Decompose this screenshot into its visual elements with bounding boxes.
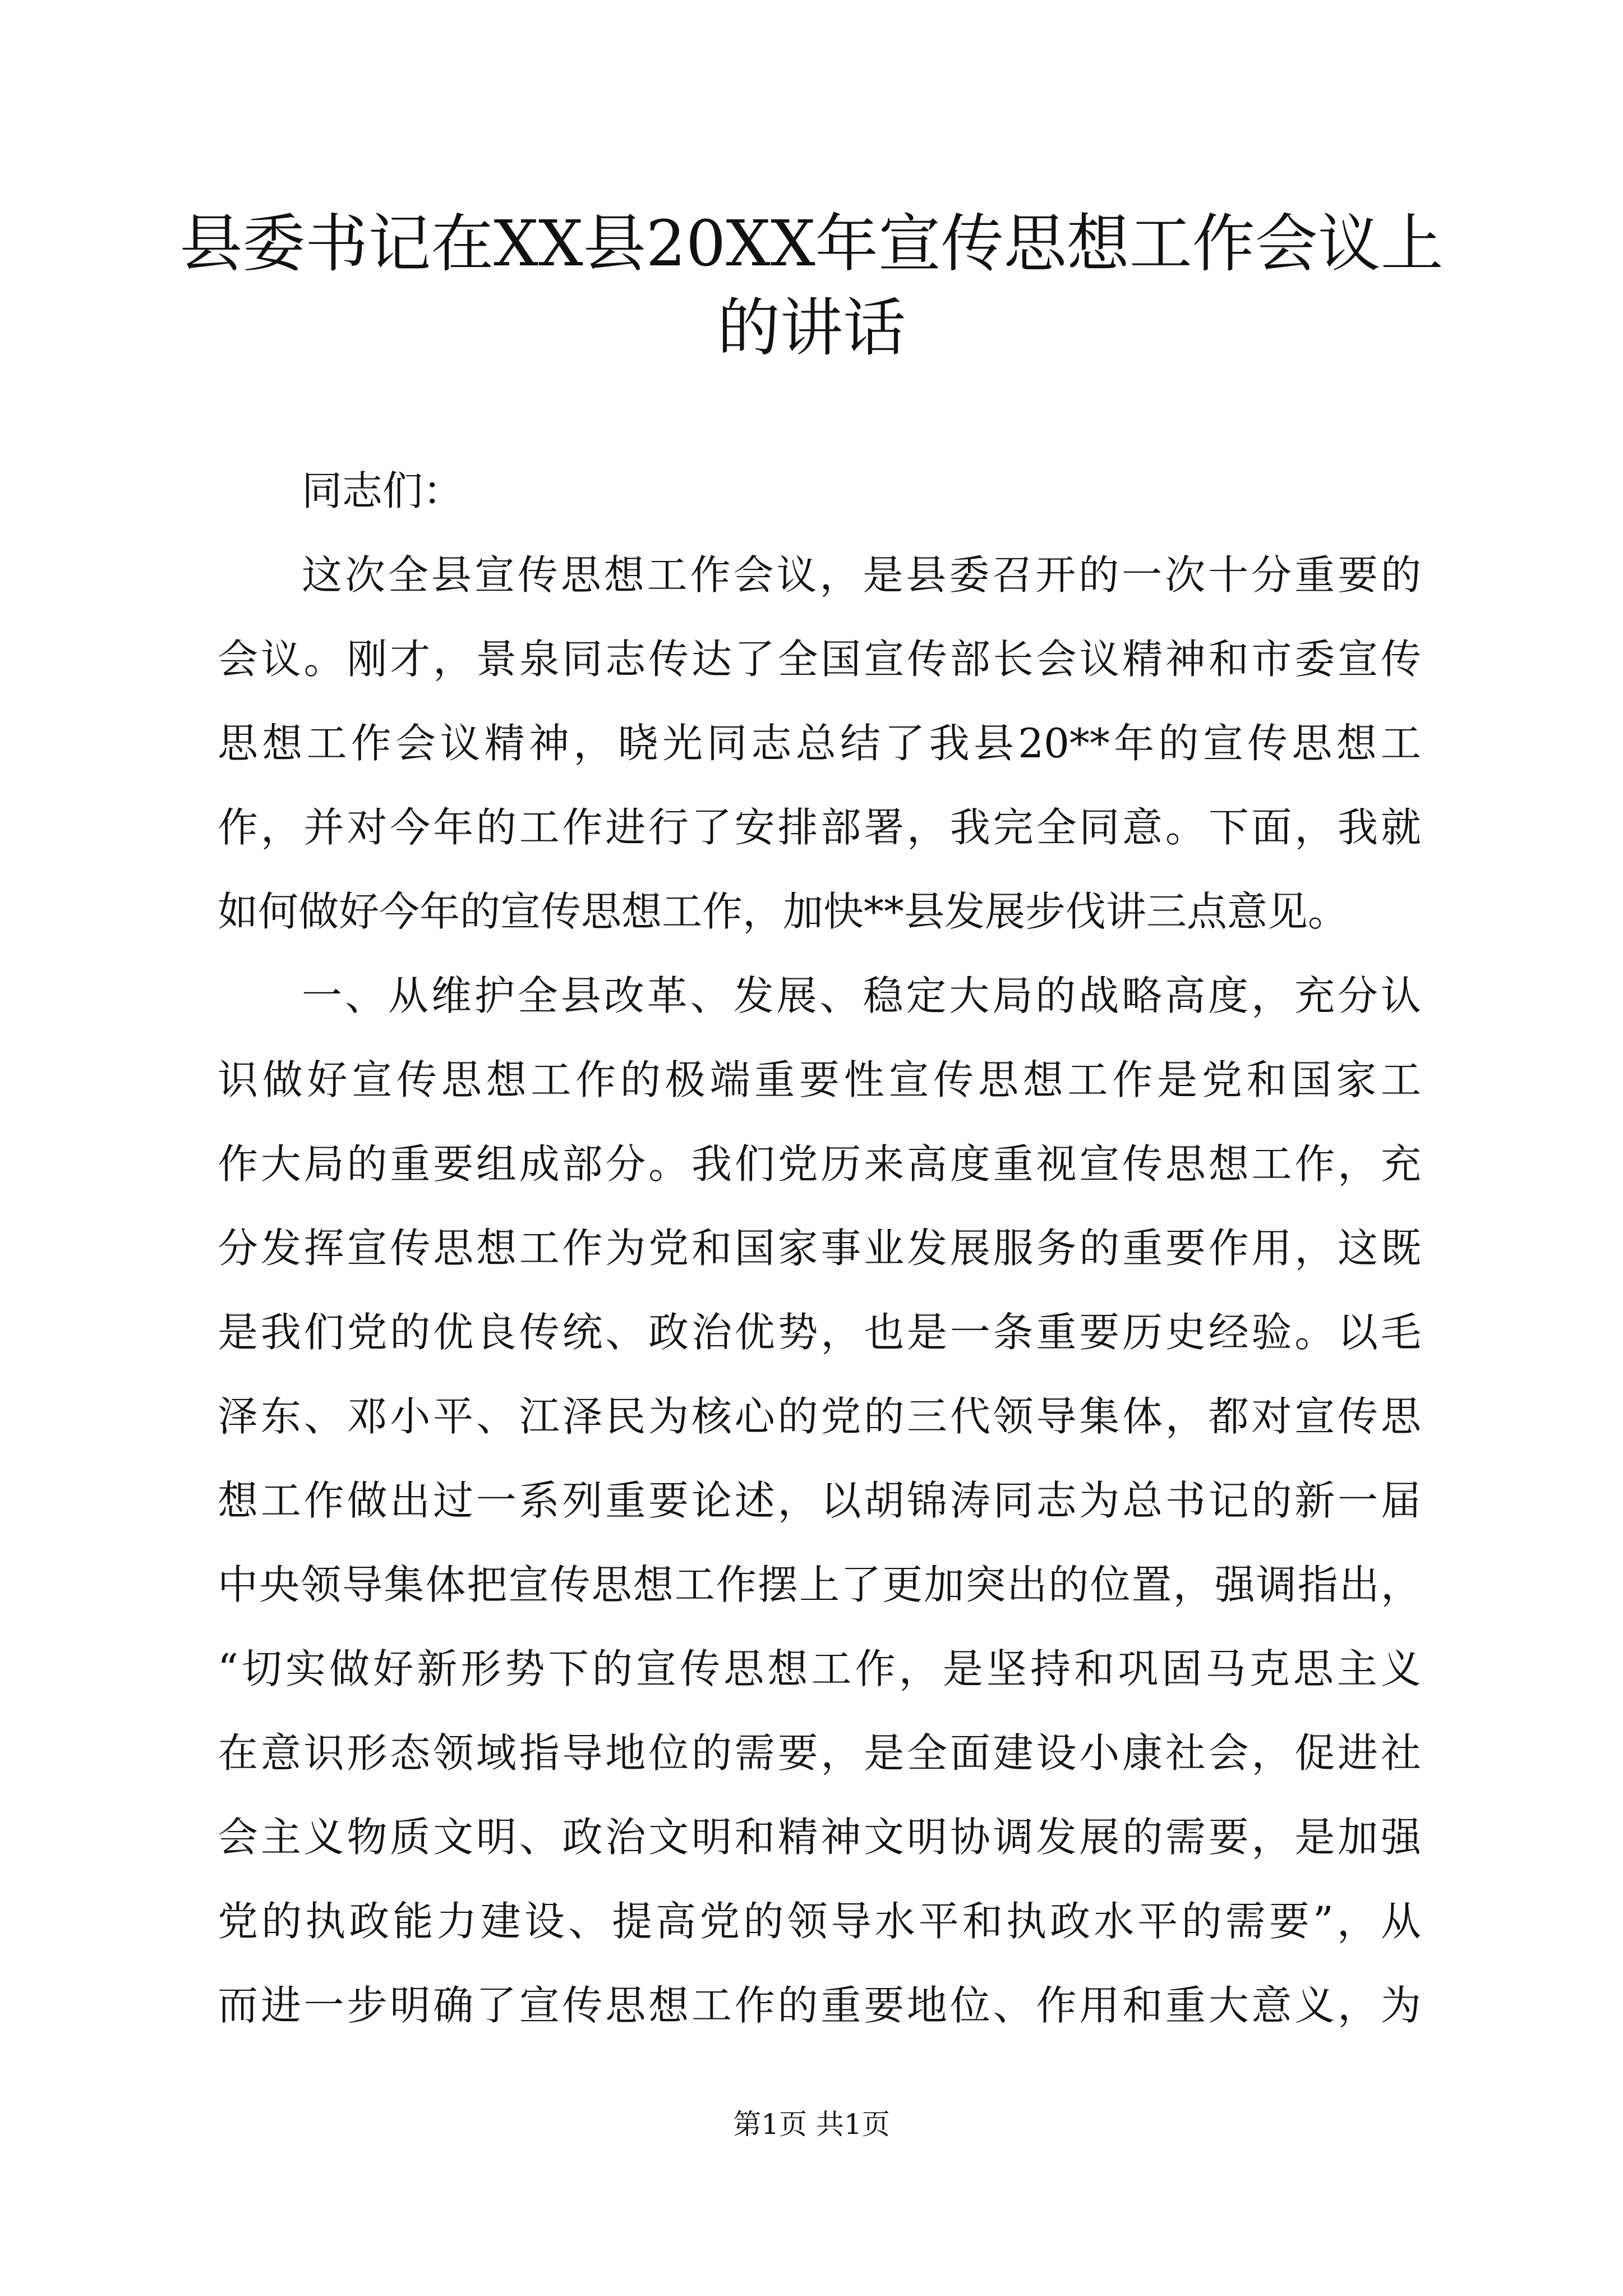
- paragraph-2-line-4: 分发挥宣传思想工作为党和国家事业发展服务的重要作用，这既: [218, 1225, 1421, 1272]
- paragraph-1-line-3: 思想工作会议精神，晓光同志总结了我县20**年的宣传思想工: [218, 720, 1421, 767]
- paragraph-2-line-1: 一、从维护全县改革、发展、稳定大局的战略高度，充分认: [302, 972, 1421, 1019]
- paragraph-2-line-6: 泽东、邓小平、江泽民为核心的党的三代领导集体，都对宣传思: [218, 1393, 1421, 1440]
- title-line-1: 县委书记在XX县20XX年宣传思想工作会议上: [179, 208, 1444, 280]
- title-line-2: 的讲话: [717, 292, 906, 365]
- paragraph-1-line-4: 作，并对今年的工作进行了安排部署，我完全同意。下面，我就: [218, 804, 1421, 851]
- paragraph-2-line-9: “切实做好新形势下的宣传思想工作，是坚持和巩固马克思主义: [218, 1645, 1421, 1692]
- paragraph-2-line-10: 在意识形态领域指导地位的需要，是全面建设小康社会，促进社: [218, 1729, 1421, 1777]
- paragraph-2-line-11: 会主义物质文明、政治文明和精神文明协调发展的需要，是加强: [218, 1814, 1421, 1861]
- paragraph-2-line-12: 党的执政能力建设、提高党的领导水平和执政水平的需要”，从: [218, 1898, 1421, 1945]
- paragraph-2-line-2: 识做好宣传思想工作的极端重要性宣传思想工作是党和国家工: [218, 1056, 1421, 1103]
- paragraph-2-line-8: 中央领导集体把宣传思想工作摆上了更加突出的位置，强调指出，: [218, 1561, 1421, 1608]
- page-footer: 第1页 共1页: [733, 2108, 890, 2141]
- document-title: [168, 202, 1455, 370]
- paragraph-1-line-2: 会议。刚才，景泉同志传达了全国宣传部长会议精神和市委宣传: [218, 636, 1421, 683]
- paragraph-2-line-7: 想工作做出过一系列重要论述，以胡锦涛同志为总书记的新一届: [218, 1477, 1421, 1524]
- paragraph-2-line-13: 而进一步明确了宣传思想工作的重要地位、作用和重大意义，为: [218, 1982, 1421, 2029]
- paragraph-1-line-1: 这次全县宣传思想工作会议，是县委召开的一次十分重要的: [302, 551, 1421, 599]
- paragraph-2-line-3: 作大局的重要组成部分。我们党历来高度重视宣传思想工作，充: [218, 1140, 1421, 1188]
- paragraph-1-line-5: 如何做好今年的宣传思想工作，加快**县发展步伐讲三点意见。: [218, 888, 1349, 935]
- salutation: 同志们：: [302, 467, 464, 514]
- paragraph-2-line-5: 是我们党的优良传统、政治优势，也是一条重要历史经验。以毛: [218, 1309, 1421, 1356]
- document-body: [218, 449, 1421, 2047]
